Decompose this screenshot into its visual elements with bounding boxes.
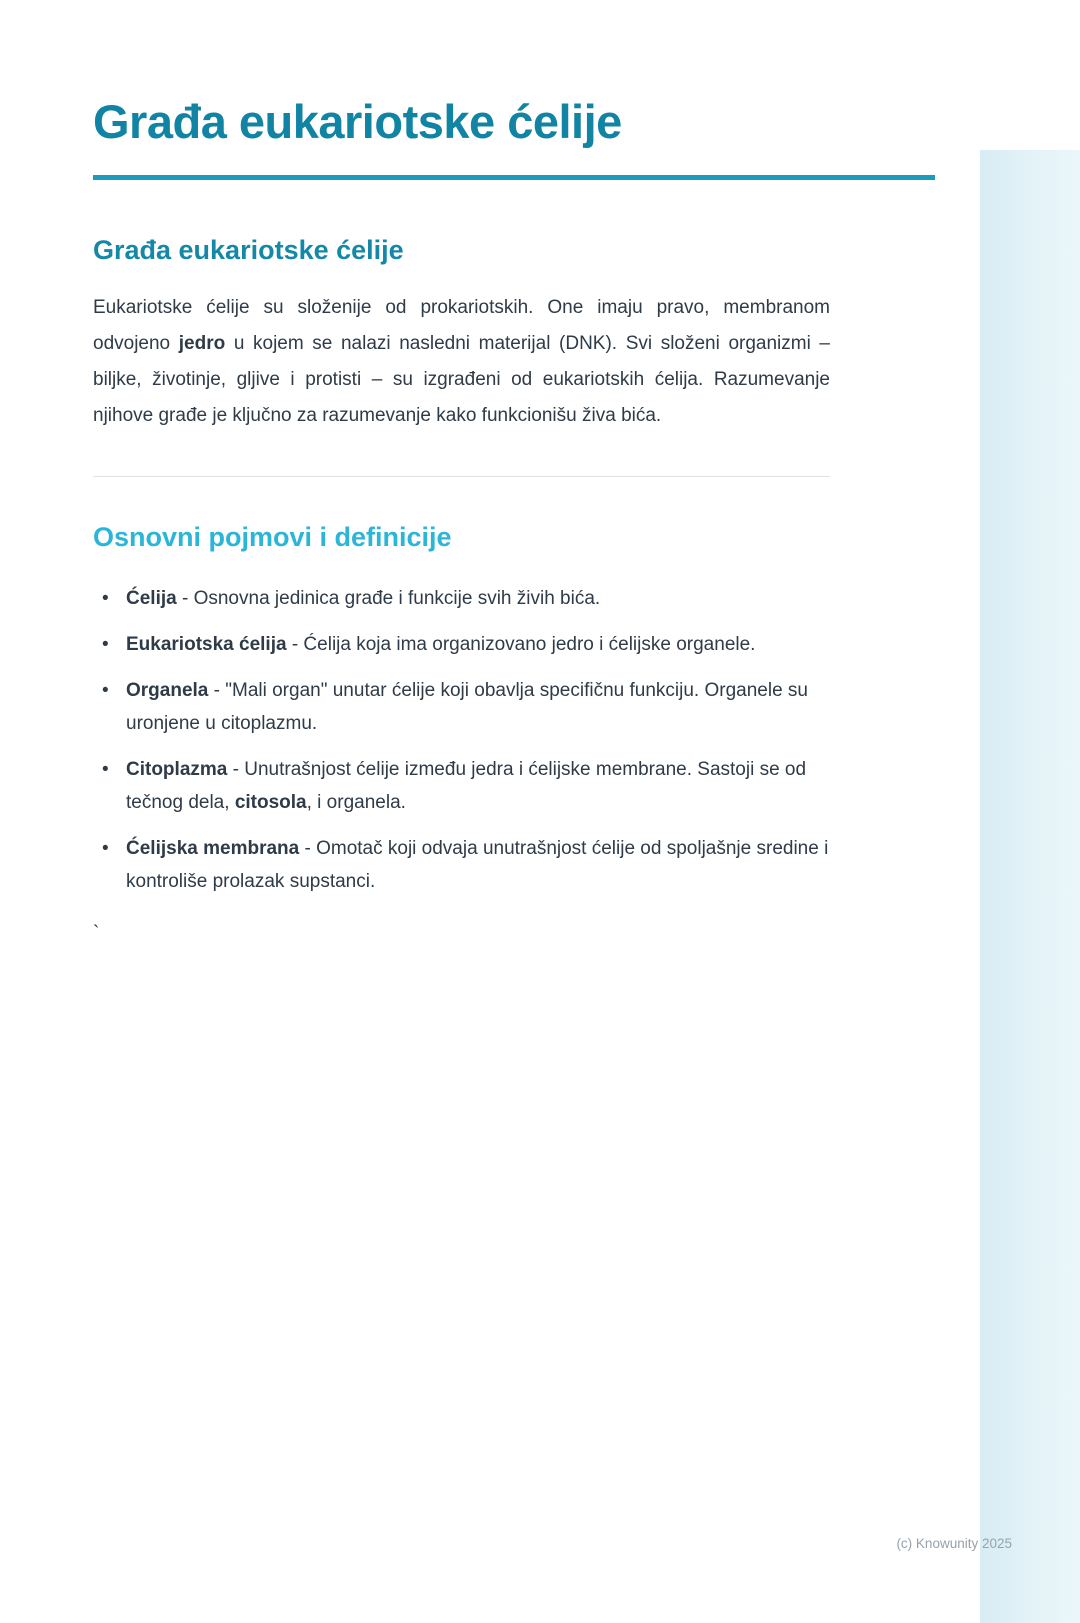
intro-paragraph (93, 290, 830, 434)
section-heading-grada-eukariotske-celije: Građa eukariotske ćelije (93, 235, 404, 266)
page-title: Građa eukariotske ćelije (93, 95, 622, 148)
body-text: - "Mali organ" unutar ćelije koji obavlja specifičnu funkciju. Organele su uronjene u citoplazmu. (126, 679, 808, 734)
stray-backtick-character: ` (93, 922, 100, 944)
term-bold-text: Eukariotska ćelija (126, 633, 287, 655)
term-bold-text: jedro (178, 333, 226, 355)
section-heading-osnovni-pojmovi: Osnovni pojmovi i definicije (93, 522, 452, 553)
title-underline-rule (93, 175, 935, 180)
copyright-footer: (c) Knowunity 2025 (896, 1536, 1012, 1551)
document-content (93, 95, 935, 946)
section-divider (93, 476, 830, 477)
body-text: - Omotač koji odvaja unutrašnjost ćelije od spoljašnje sredine i kontroliše prolazak supstanci. (126, 837, 829, 892)
term-bold-text: Ćelijska membrana (126, 837, 300, 859)
term-bold-text: citosola (234, 791, 307, 813)
body-text: - Osnovna jedinica građe i funkcije svih živih bića. (176, 587, 601, 609)
body-text: Eukariotske ćelije su složenije od prokariotskih. One imaju pravo, membranom odvojeno (93, 297, 830, 355)
definition-item (93, 582, 830, 615)
term-bold-text: Organela (126, 679, 209, 701)
definitions-list (93, 582, 830, 898)
body-text: u kojem se nalazi nasledni materijal (DNK). Svi složeni organizmi – biljke, životinje, gljive i protisti – su izgrađeni od eukariotskih ćelija. Razumevanje njihove građe je ključno za razumevanje kako funkcionišu živa bića. (93, 333, 831, 427)
page-side-stripe (980, 150, 1080, 1623)
definition-item (93, 753, 830, 819)
body-text: - Ćelija koja ima organizovano jedro i ćelijske organele. (286, 633, 756, 655)
term-bold-text: Ćelija (126, 587, 177, 609)
definition-item (93, 628, 830, 661)
term-bold-text: Citoplazma (126, 758, 228, 780)
body-text: - Unutrašnjost ćelije između jedra i ćelijske membrane. Sastoji se od tečnog dela, (126, 758, 807, 813)
definition-item (93, 674, 830, 740)
definition-item (93, 832, 830, 898)
body-text: , i organela. (306, 791, 406, 813)
